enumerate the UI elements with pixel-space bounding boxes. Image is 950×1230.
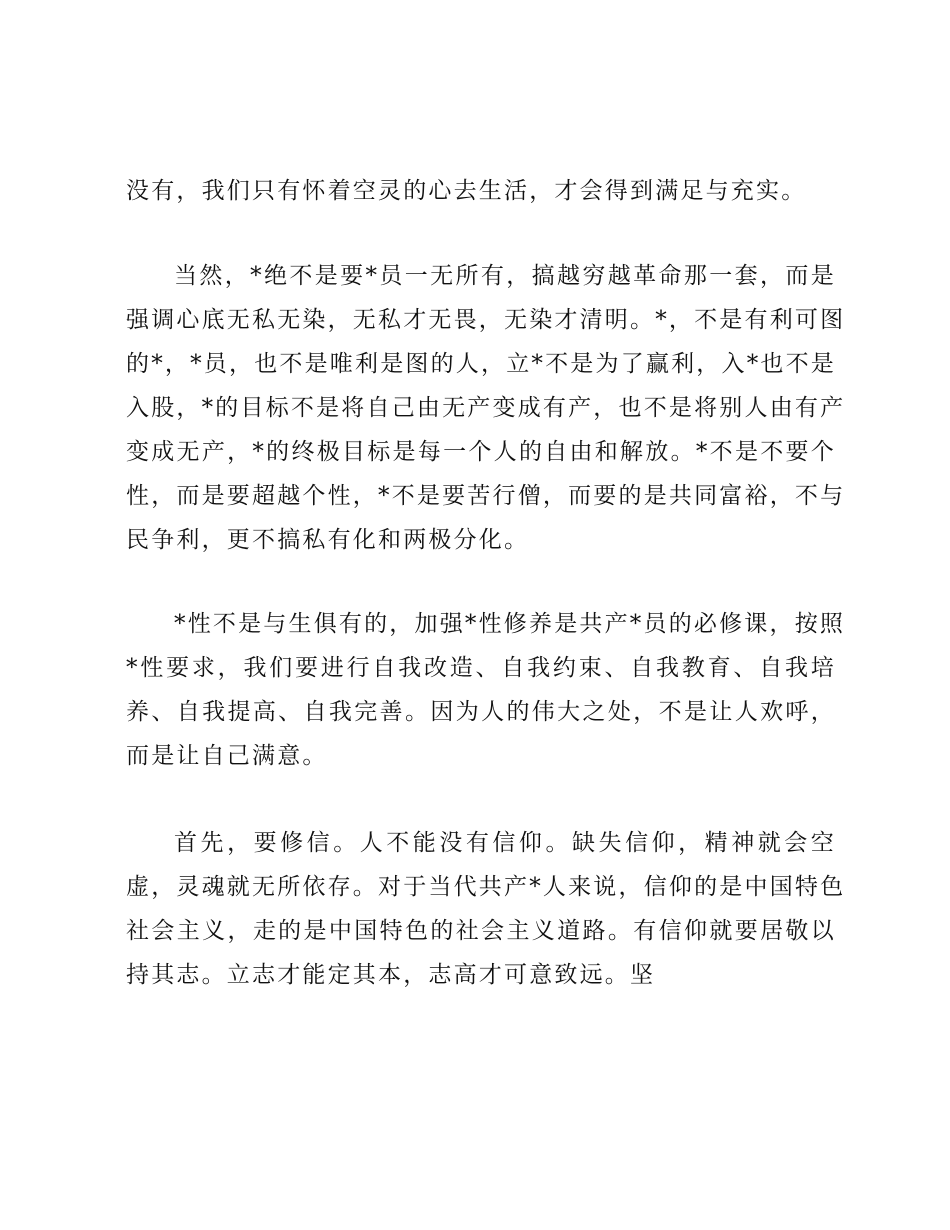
- paragraph-4-line-2: 虚，灵魂就无所依存。对于当代共产*人来说，信仰的是中国特色: [126, 874, 846, 900]
- paragraph-3-line-4: 而是让自己满意。: [126, 743, 328, 769]
- paragraph-2-line-4: 入股，*的目标不是将自己由无产变成有产，也不是将别人由有产: [126, 395, 846, 421]
- paragraph-3-line-2: *性要求，我们要进行自我改造、自我约束、自我教育、自我培: [126, 655, 836, 681]
- paragraph-2-line-5: 变成无产，*的终极目标是每一个人的自由和解放。*不是不要个: [126, 439, 836, 465]
- paragraph-2-line-7: 民争利，更不搞私有化和两极分化。: [126, 527, 530, 553]
- paragraph-2-line-1: 当然，*绝不是要*员一无所有，搞越穷越革命那一套，而是: [174, 263, 836, 289]
- paragraph-4-line-1: 首先，要修信。人不能没有信仰。缺失信仰，精神就会空: [174, 830, 836, 856]
- paragraph-2-line-6: 性，而是要超越个性，*不是要苦行僧，而要的是共同富裕，不与: [126, 483, 846, 509]
- paragraph-2-line-2: 强调心底无私无染，无私才无畏，无染才清明。*，不是有利可图: [126, 307, 846, 333]
- paragraph-3-line-1: *性不是与生俱有的，加强*性修养是共产*员的必修课，按照: [174, 611, 846, 637]
- paragraph-4-line-4: 持其志。立志才能定其本，志高才可意致远。坚: [126, 962, 656, 988]
- paragraph-2-line-3: 的*，*员，也不是唯利是图的人，立*不是为了赢利，入*也不是: [126, 351, 836, 377]
- paragraph-4-line-3: 社会主义，走的是中国特色的社会主义道路。有信仰就要居敬以: [126, 918, 836, 944]
- paragraph-1-line-1: 没有，我们只有怀着空灵的心去生活，才会得到满足与充实。: [126, 178, 807, 204]
- paragraph-3-line-3: 养、自我提高、自我完善。因为人的伟大之处，不是让人欢呼，: [126, 699, 836, 725]
